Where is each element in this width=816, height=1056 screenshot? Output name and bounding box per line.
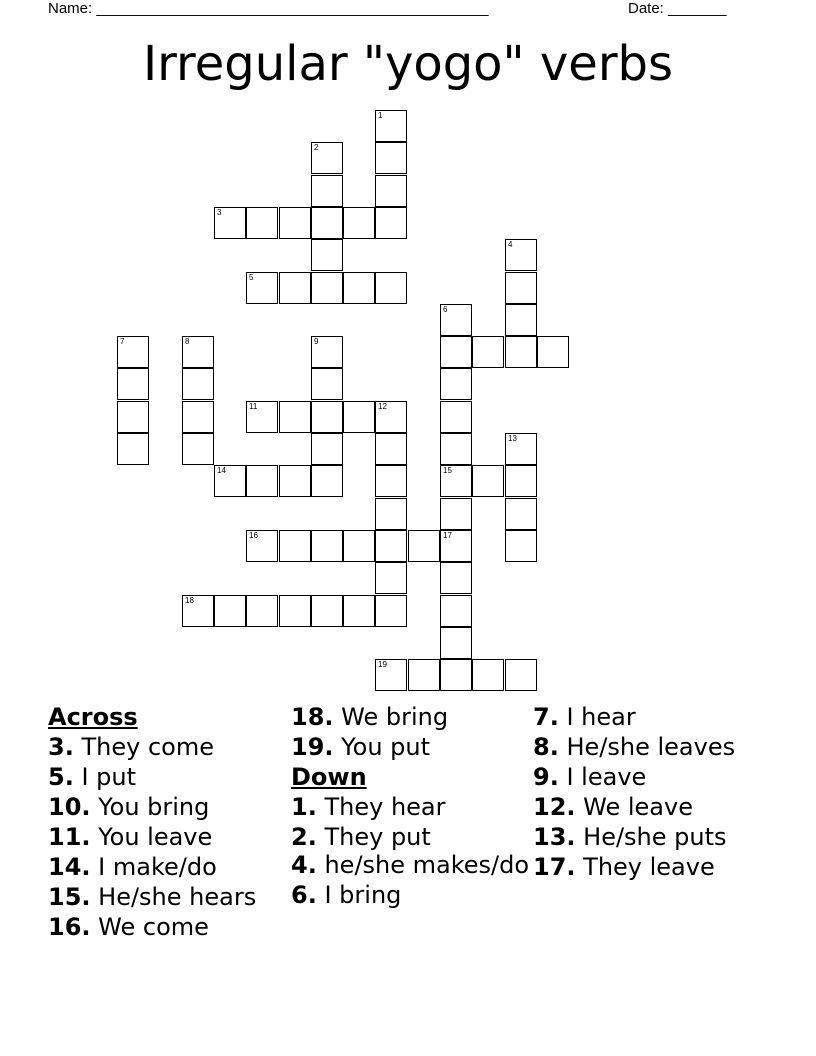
crossword-cell[interactable] bbox=[311, 530, 343, 562]
crossword-cell[interactable] bbox=[440, 659, 472, 691]
crossword-cell[interactable] bbox=[182, 433, 214, 465]
clue-number: 6 bbox=[443, 305, 448, 314]
crossword-cell[interactable] bbox=[375, 401, 407, 433]
across-clue: 18. We bring bbox=[291, 703, 449, 731]
crossword-cell[interactable] bbox=[440, 368, 472, 400]
crossword-cell[interactable] bbox=[182, 368, 214, 400]
crossword-cell[interactable] bbox=[117, 368, 149, 400]
crossword-cell[interactable] bbox=[311, 368, 343, 400]
crossword-cell[interactable] bbox=[246, 207, 278, 239]
crossword-cell[interactable] bbox=[505, 465, 537, 497]
clue-number: 11 bbox=[249, 402, 258, 411]
crossword-cell[interactable] bbox=[505, 272, 537, 304]
date-field-label: Date: _______ bbox=[628, 0, 727, 17]
clue-number: 18 bbox=[185, 596, 194, 605]
crossword-cell[interactable] bbox=[440, 433, 472, 465]
across-heading: Across bbox=[48, 703, 138, 731]
crossword-cell[interactable] bbox=[408, 530, 440, 562]
down-clue: 2. They put bbox=[291, 823, 431, 851]
clue-number: 1 bbox=[378, 111, 383, 120]
crossword-cell[interactable] bbox=[311, 272, 343, 304]
clues-column-2 bbox=[291, 702, 531, 910]
crossword-cell[interactable] bbox=[182, 336, 214, 368]
crossword-cell[interactable] bbox=[343, 595, 375, 627]
clue-number: 3 bbox=[217, 208, 222, 217]
down-clue: 9. I leave bbox=[533, 763, 647, 791]
crossword-cell[interactable] bbox=[375, 562, 407, 594]
crossword-cell[interactable] bbox=[505, 659, 537, 691]
clues-column-3 bbox=[533, 702, 783, 882]
crossword-cell[interactable] bbox=[117, 401, 149, 433]
crossword-cell[interactable] bbox=[472, 336, 504, 368]
clue-number: 8 bbox=[185, 337, 190, 346]
crossword-cell[interactable] bbox=[311, 595, 343, 627]
crossword-cell[interactable] bbox=[375, 595, 407, 627]
down-clue: 17. They leave bbox=[533, 853, 715, 881]
crossword-cell[interactable] bbox=[375, 530, 407, 562]
crossword-cell[interactable] bbox=[343, 401, 375, 433]
crossword-cell[interactable] bbox=[440, 562, 472, 594]
crossword-cell[interactable] bbox=[375, 175, 407, 207]
crossword-cell[interactable] bbox=[246, 595, 278, 627]
down-heading: Down bbox=[291, 763, 367, 791]
crossword-cell[interactable] bbox=[375, 110, 407, 142]
crossword-cell[interactable] bbox=[505, 336, 537, 368]
crossword-cell[interactable] bbox=[279, 272, 311, 304]
crossword-cell[interactable] bbox=[505, 304, 537, 336]
crossword-cell[interactable] bbox=[246, 401, 278, 433]
crossword-cell[interactable] bbox=[214, 465, 246, 497]
across-clue: 5. I put bbox=[48, 763, 137, 791]
crossword-cell[interactable] bbox=[311, 336, 343, 368]
crossword-cell[interactable] bbox=[440, 595, 472, 627]
clue-number: 2 bbox=[314, 143, 319, 152]
clue-number: 17 bbox=[443, 531, 452, 540]
crossword-cell[interactable] bbox=[375, 498, 407, 530]
crossword-cell[interactable] bbox=[537, 336, 569, 368]
crossword-cell[interactable] bbox=[505, 498, 537, 530]
crossword-cell[interactable] bbox=[505, 239, 537, 271]
down-clue: 13. He/she puts bbox=[533, 823, 727, 851]
crossword-cell[interactable] bbox=[279, 207, 311, 239]
crossword-cell[interactable] bbox=[408, 659, 440, 691]
crossword-cell[interactable] bbox=[182, 401, 214, 433]
crossword-cell[interactable] bbox=[311, 465, 343, 497]
crossword-cell[interactable] bbox=[375, 272, 407, 304]
crossword-cell[interactable] bbox=[440, 498, 472, 530]
clue-number: 4 bbox=[508, 240, 513, 249]
down-clue: 8. He/she leaves bbox=[533, 733, 736, 761]
crossword-cell[interactable] bbox=[182, 595, 214, 627]
across-clue: 15. He/she hears bbox=[48, 883, 257, 911]
crossword-cell[interactable] bbox=[472, 465, 504, 497]
crossword-cell[interactable] bbox=[440, 304, 472, 336]
crossword-cell[interactable] bbox=[505, 530, 537, 562]
clue-number: 14 bbox=[217, 466, 226, 475]
down-clue: 1. They hear bbox=[291, 793, 446, 821]
crossword-cell[interactable] bbox=[246, 530, 278, 562]
crossword-cell[interactable] bbox=[117, 336, 149, 368]
across-clue: 10. You bring bbox=[48, 793, 210, 821]
crossword-cell[interactable] bbox=[311, 239, 343, 271]
page-title: Irregular "yogo" verbs bbox=[142, 36, 674, 92]
crossword-cell[interactable] bbox=[440, 401, 472, 433]
down-clue: 7. I hear bbox=[533, 703, 636, 731]
crossword-cell[interactable] bbox=[343, 272, 375, 304]
crossword-cell[interactable] bbox=[311, 433, 343, 465]
across-clue: 16. We come bbox=[48, 913, 209, 941]
name-field-label: Name: _______________________________________________ bbox=[48, 0, 489, 17]
crossword-cell[interactable] bbox=[343, 207, 375, 239]
clue-number: 16 bbox=[249, 531, 258, 540]
crossword-cell[interactable] bbox=[440, 627, 472, 659]
crossword-cell[interactable] bbox=[375, 207, 407, 239]
crossword-cell[interactable] bbox=[440, 336, 472, 368]
crossword-cell[interactable] bbox=[311, 207, 343, 239]
clue-number: 19 bbox=[378, 660, 387, 669]
crossword-cell[interactable] bbox=[279, 465, 311, 497]
crossword-cell[interactable] bbox=[246, 272, 278, 304]
across-clue: 11. You leave bbox=[48, 823, 213, 851]
crossword-cell[interactable] bbox=[311, 401, 343, 433]
clues-column-1 bbox=[48, 702, 288, 942]
crossword-cell[interactable] bbox=[279, 595, 311, 627]
header bbox=[48, 0, 768, 20]
down-clue: 6. I bring bbox=[291, 881, 402, 909]
crossword-cell[interactable] bbox=[375, 142, 407, 174]
down-clue: 4. he/she makes/do bbox=[291, 851, 530, 879]
clue-number: 12 bbox=[378, 402, 387, 411]
across-clue: 19. You put bbox=[291, 733, 431, 761]
across-clue: 3. They come bbox=[48, 733, 214, 761]
clue-number: 13 bbox=[508, 434, 517, 443]
clue-number: 9 bbox=[314, 337, 319, 346]
crossword-cell[interactable] bbox=[279, 401, 311, 433]
crossword-cell[interactable] bbox=[343, 530, 375, 562]
crossword-cell[interactable] bbox=[311, 175, 343, 207]
crossword-cell[interactable] bbox=[505, 433, 537, 465]
crossword-cell[interactable] bbox=[214, 595, 246, 627]
crossword-cell[interactable] bbox=[440, 530, 472, 562]
crossword-cell[interactable] bbox=[375, 465, 407, 497]
crossword-cell[interactable] bbox=[214, 207, 246, 239]
crossword-cell[interactable] bbox=[311, 142, 343, 174]
crossword-cell[interactable] bbox=[375, 659, 407, 691]
crossword-cell[interactable] bbox=[246, 465, 278, 497]
crossword-cell[interactable] bbox=[440, 465, 472, 497]
crossword-cell[interactable] bbox=[472, 659, 504, 691]
crossword-cell[interactable] bbox=[375, 433, 407, 465]
across-clue: 14. I make/do bbox=[48, 853, 217, 881]
clue-number: 7 bbox=[120, 337, 125, 346]
down-clue: 12. We leave bbox=[533, 793, 693, 821]
clue-number: 5 bbox=[249, 273, 254, 282]
clue-number: 15 bbox=[443, 466, 452, 475]
crossword-cell[interactable] bbox=[279, 530, 311, 562]
crossword-cell[interactable] bbox=[117, 433, 149, 465]
